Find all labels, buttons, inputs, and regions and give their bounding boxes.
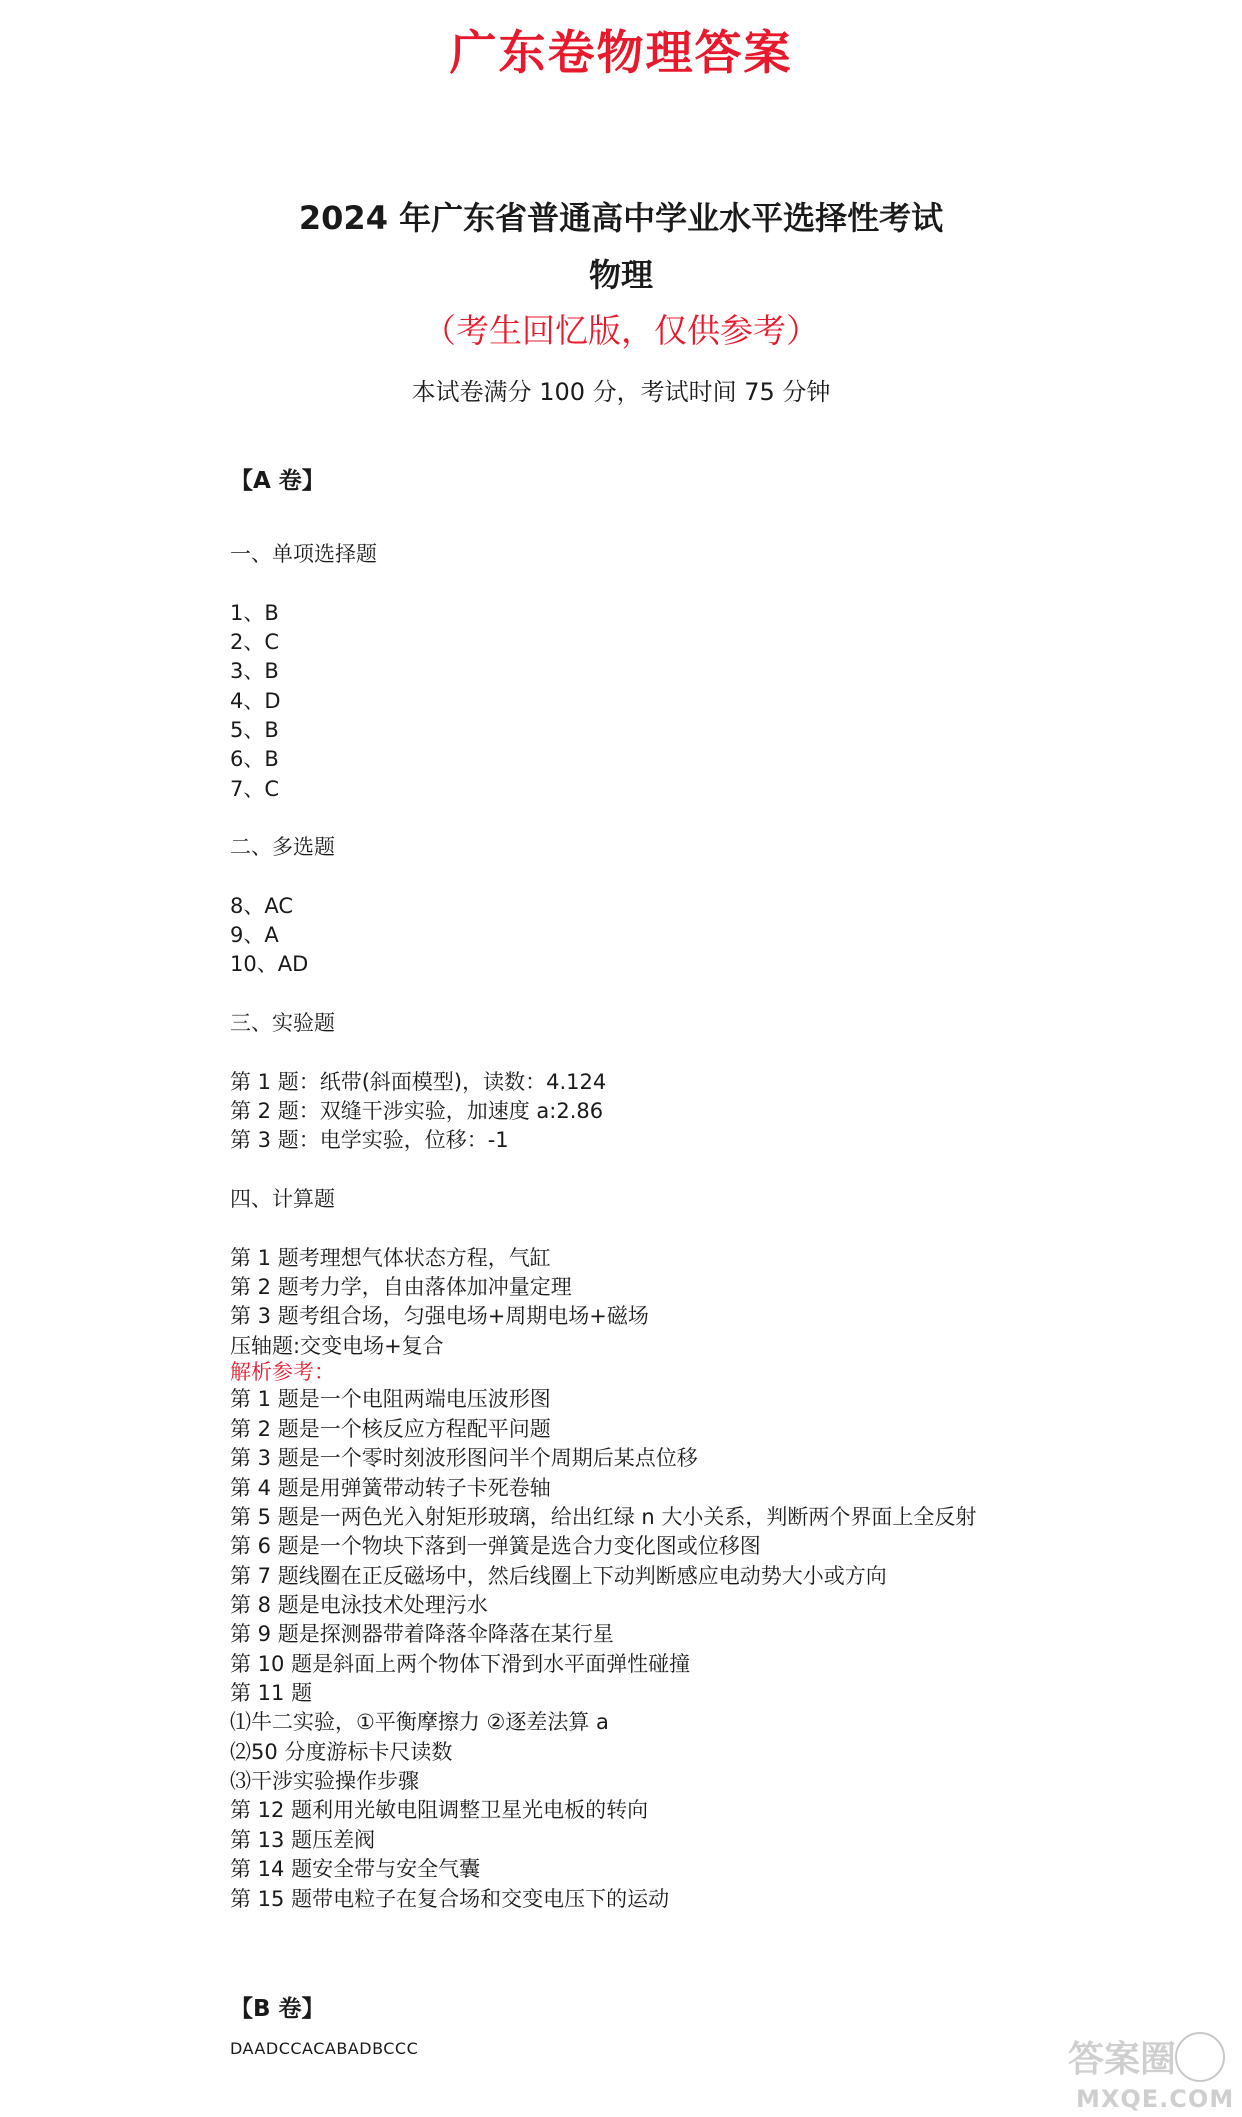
exam-subject: 物理	[588, 256, 653, 294]
calculation-item: 第 2 题考力学，自由落体加冲量定理	[230, 1275, 572, 1299]
analysis-item: 第 3 题是一个零时刻波形图问半个周期后某点位移	[230, 1446, 698, 1470]
answer-item: 10、AD	[230, 952, 309, 976]
answer-item: 9、A	[230, 923, 279, 947]
analysis-item: 第 5 题是一两色光入射矩形玻璃，给出红绿 n 大小关系，判断两个界面上全反射	[230, 1505, 977, 1529]
analysis-item: 第 6 题是一个物块下落到一弹簧是选合力变化图或位移图	[230, 1534, 761, 1558]
calculation-item: 压轴题:交变电场+复合	[230, 1334, 444, 1358]
volume-b-answer-key: DAADCCACABADBCCC	[230, 2039, 419, 2058]
section-heading-calculation: 四、计算题	[230, 1187, 335, 1211]
watermark-logo	[1062, 2027, 1238, 2113]
analysis-heading: 解析参考：	[230, 1360, 335, 1384]
answer-item: 4、D	[230, 689, 281, 713]
calculation-item: 第 1 题考理想气体状态方程，气缸	[230, 1246, 551, 1270]
exam-title: 2024 年广东省普通高中学业水平选择性考试	[298, 199, 944, 237]
analysis-item: 第 9 题是探测器带着降落伞降落在某行星	[230, 1622, 614, 1646]
analysis-item: 第 14 题安全带与安全气囊	[230, 1857, 481, 1881]
exam-edition-note: （考生回忆版，仅供参考）	[423, 311, 819, 350]
experiment-item: 第 2 题：双缝干涉实验，加速度 a:2.86	[230, 1099, 604, 1123]
analysis-item: 第 11 题	[230, 1681, 313, 1705]
answer-item: 3、B	[230, 659, 279, 683]
analysis-item: 第 13 题压差阀	[230, 1828, 376, 1852]
analysis-item: ⑵50 分度游标卡尺读数	[230, 1740, 453, 1764]
section-heading-experiment: 三、实验题	[230, 1011, 335, 1035]
answer-item: 5、B	[230, 718, 279, 742]
calculation-item: 第 3 题考组合场，匀强电场+周期电场+磁场	[230, 1304, 649, 1328]
answer-item: 1、B	[230, 601, 279, 625]
watermark-text-en: MXQE.COM	[1076, 2085, 1235, 2113]
answer-item: 2、C	[230, 630, 280, 654]
volume-a-label: 【A 卷】	[230, 468, 325, 494]
section-heading-single-choice: 一、单项选择题	[230, 542, 377, 566]
analysis-item: ⑶干涉实验操作步骤	[230, 1769, 419, 1793]
answer-item: 7、C	[230, 777, 280, 801]
experiment-item: 第 3 题：电学实验，位移：-1	[230, 1128, 509, 1152]
watermark-text-cn: 答案圈	[1068, 2039, 1177, 2080]
analysis-item: 第 12 题利用光敏电阻调整卫星光电板的转向	[230, 1798, 649, 1822]
section-heading-multi-choice: 二、多选题	[230, 835, 335, 859]
volume-b-label: 【B 卷】	[230, 1996, 325, 2022]
answer-item: 8、AC	[230, 894, 294, 918]
header-title: 广东卷物理答案	[449, 26, 793, 81]
analysis-item: 第 4 题是用弹簧带动转子卡死卷轴	[230, 1476, 551, 1500]
analysis-item: 第 7 题线圈在正反磁场中，然后线圈上下动判断感应电动势大小或方向	[230, 1564, 887, 1588]
analysis-item: 第 10 题是斜面上两个物体下滑到水平面弹性碰撞	[230, 1652, 691, 1676]
analysis-item: 第 2 题是一个核反应方程配平问题	[230, 1417, 551, 1441]
exam-meta: 本试卷满分 100 分，考试时间 75 分钟	[411, 378, 831, 406]
analysis-item: 第 15 题带电粒子在复合场和交变电压下的运动	[230, 1887, 670, 1911]
analysis-item: ⑴牛二实验，①平衡摩擦力 ②逐差法算 a	[230, 1710, 609, 1734]
experiment-item: 第 1 题：纸带(斜面模型)，读数：4.124	[230, 1070, 607, 1094]
answer-item: 6、B	[230, 747, 279, 771]
analysis-item: 第 1 题是一个电阻两端电压波形图	[230, 1387, 551, 1411]
analysis-item: 第 8 题是电泳技术处理污水	[230, 1593, 488, 1617]
